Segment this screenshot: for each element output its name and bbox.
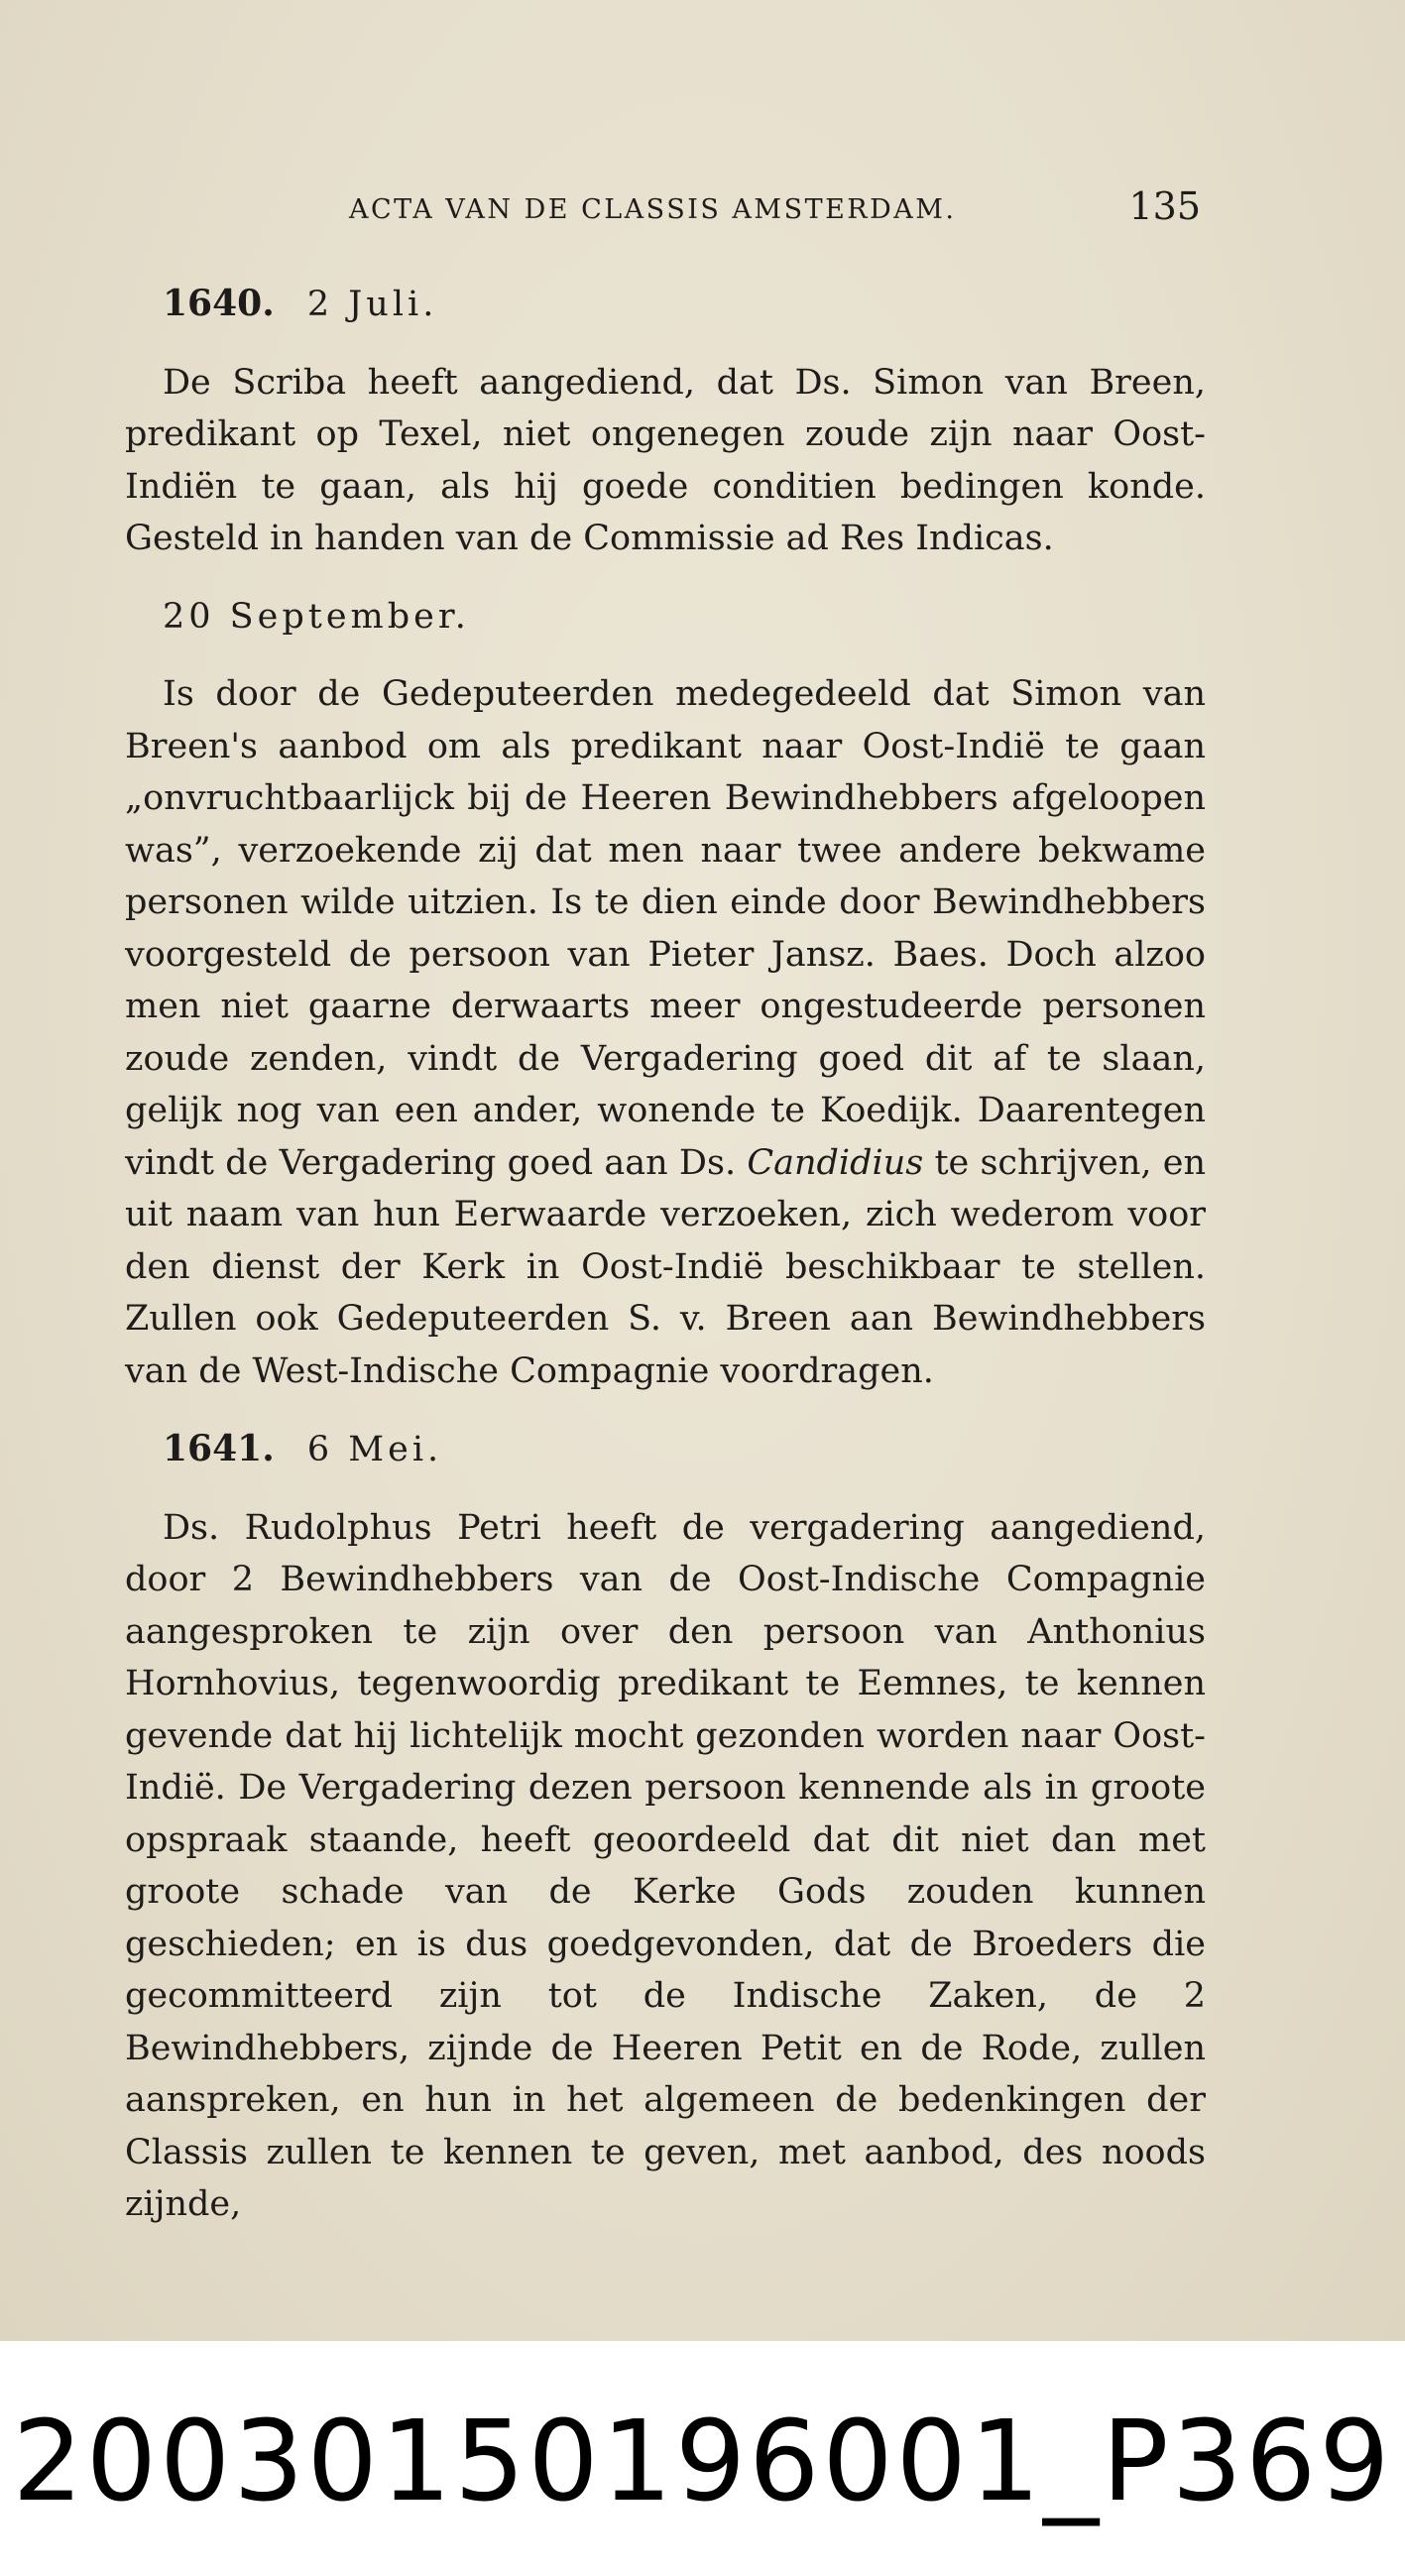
page-header bbox=[125, 184, 1201, 236]
paragraph-text: te schrijven, en uit naam van hun Eerwaarde verzoeken, zich wederom voor den dienst der Kerk in Oost-Indië beschikbaar te stellen. Zullen ook Gedeputeerden S. v. Breen aan Bewindhebbers van de West-Indische Compagnie voordragen. bbox=[125, 1142, 1206, 1391]
entry-heading-1641 bbox=[163, 1423, 1206, 1476]
page-body bbox=[125, 258, 1206, 2231]
running-head: ACTA VAN DE CLASSIS AMSTERDAM. bbox=[349, 194, 957, 225]
scan-label: 20030150196001_P369 bbox=[12, 2398, 1393, 2526]
entry-date: 20 September. bbox=[163, 596, 470, 637]
entry-year: 1640. bbox=[163, 283, 275, 324]
paragraph-italic-name: Candidius bbox=[747, 1142, 924, 1183]
entry-date: 6 Mei. bbox=[306, 1430, 443, 1469]
paragraph-text: Is door de Gedeputeerden medegedeeld dat Simon van Breen's aanbod om als predikant naar Oost-Indië te gaan „onvruchtbaarlijck bij de Heeren Bewindhebbers afgeloopen was”, verzoekende zij dat men naar twee andere bekwame personen wilde uitzien. Is te dien einde door Bewindhebbers voorgesteld de persoon van Pieter Jansz. Baes. Doch alzoo men niet gaarne derwaarts meer ongestudeerde personen zoude zenden, vindt de Vergadering goed dit af te slaan, gelijk nog van een ander, wonende te Koedijk. Daarentegen vindt de Vergadering goed aan Ds. bbox=[125, 674, 1206, 1183]
entry-paragraph: Ds. Rudolphus Petri heeft de vergadering aangediend, door 2 Bewindhebbers van de Oost-Indische Compagnie aangesproken te zijn over den persoon van Anthonius Hornhovius, tegenwoordig predikant te Eemnes, te kennen gevende dat hij lichtelijk mocht gezonden worden naar Oost-Indië. De Vergadering dezen persoon kennende als in groote opspraak staande, heeft geoordeeld dat dit niet dan met groote schade van de Kerke Gods zouden kunnen geschieden; en is dus goedgevonden, dat de Broeders die gecommitteerd zijn tot de Indische Zaken, de 2 Bewindhebbers, zijnde de Heeren Petit en de Rode, zullen aanspreken, en hun in het algemeen de bedenkingen der Classis zullen te kennen te geven, met aanbod, des noods zijnde, bbox=[125, 1507, 1206, 2224]
page-number: 135 bbox=[1128, 184, 1201, 228]
entry-paragraph bbox=[125, 668, 1206, 1397]
entry-heading-20-september bbox=[163, 591, 1206, 644]
entry-date: 2 Juli. bbox=[306, 285, 438, 324]
entry-year: 1641. bbox=[163, 1428, 275, 1469]
entry-paragraph: De Scriba heeft aangediend, dat Ds. Simon van Breen, predikant op Texel, niet ongenegen zoude zijn naar Oost-Indiën te gaan, als hij goede conditien bedingen konde. Gesteld in handen van de Commissie ad Res Indicas. bbox=[125, 362, 1206, 558]
entry-heading-1640 bbox=[163, 278, 1206, 331]
